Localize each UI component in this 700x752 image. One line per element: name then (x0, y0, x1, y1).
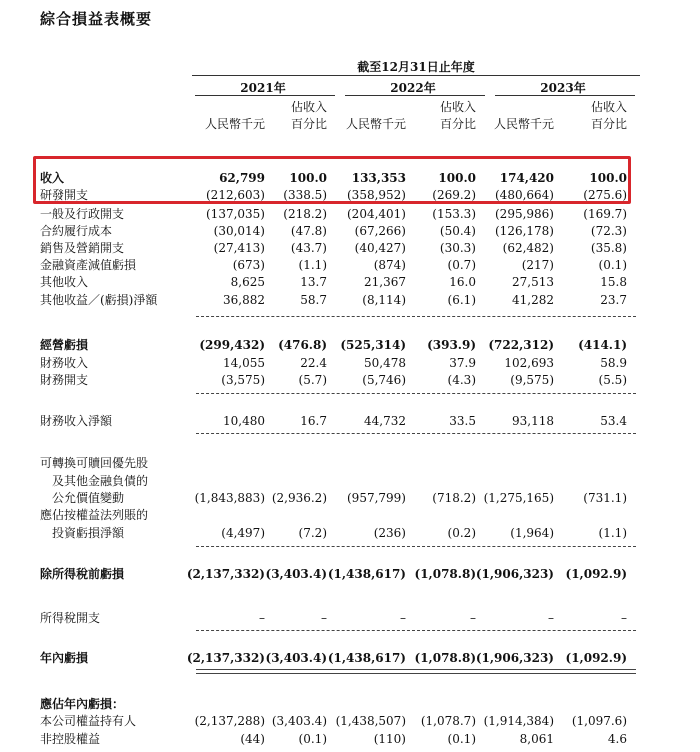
cell: (236) (373, 526, 406, 540)
cell: 100.0 (289, 171, 327, 185)
row-other-income (0, 274, 700, 291)
cell: (295,986) (495, 207, 554, 221)
cell: (44) (240, 732, 265, 746)
subtotal-rule (196, 316, 636, 317)
cell: (3,403.4) (265, 567, 327, 581)
row-other-gains (0, 292, 700, 309)
cell: (6.1) (447, 293, 476, 307)
subheader-pct-2021: 佔收入 百分比 (290, 100, 327, 131)
cell: (35.8) (590, 241, 627, 255)
row-assoc (0, 525, 700, 542)
row-label: 合約履行成本 (40, 224, 113, 238)
cell: 15.8 (600, 275, 627, 289)
row-selling (0, 240, 700, 257)
cell: – (259, 611, 265, 625)
cell: (1,078.8) (414, 651, 476, 665)
row-attrib-header (0, 696, 700, 713)
cell: 50,478 (364, 356, 406, 370)
row-fv-change (0, 490, 700, 507)
row-finance-net (0, 413, 700, 430)
cell: 133,353 (351, 171, 406, 185)
subheader-amount-2022: 人民幣千元 (345, 117, 406, 131)
cell: (1,843,883) (194, 491, 265, 505)
subheader-amount-2023: 人民幣千元 (493, 117, 554, 131)
year-2021: 2021年 (240, 81, 286, 95)
row-finance-income (0, 355, 700, 372)
cell: (718.2) (432, 491, 476, 505)
cell: (0.7) (447, 258, 476, 272)
row-label: 財務收入 (40, 356, 89, 370)
cell: (1,438,507) (335, 714, 406, 728)
cell: (43.7) (290, 241, 327, 255)
cell: (3,403.4) (265, 651, 327, 665)
cell: 22.4 (300, 356, 327, 370)
cell: 102,693 (504, 356, 554, 370)
cell: (1,906,323) (475, 567, 554, 581)
cell: 53.4 (600, 414, 627, 428)
cell: (4.3) (447, 373, 476, 387)
cell: (957,799) (347, 491, 406, 505)
cell: (525,314) (340, 338, 406, 352)
cell: (110) (373, 732, 406, 746)
cell: 58.7 (300, 293, 327, 307)
row-label: 銷售及營銷開支 (40, 241, 125, 255)
cell: 37.9 (449, 356, 476, 370)
cell: (673) (232, 258, 265, 272)
year-2023: 2023年 (540, 81, 586, 95)
cell: (731.1) (583, 491, 627, 505)
cell: 41,282 (512, 293, 554, 307)
cell: (5,746) (362, 373, 406, 387)
year-rule-2022 (345, 95, 485, 96)
row-nci (0, 731, 700, 748)
row-admin (0, 206, 700, 223)
cell: (269.2) (432, 188, 476, 202)
period-header: 截至12月31日止年度 (357, 60, 475, 74)
row-fv-label-2 (0, 473, 700, 490)
row-label: 金融資產減值虧損 (40, 258, 137, 272)
row-label: 經營虧損 (40, 338, 89, 352)
row-label: 可轉換可贖回優先股 (40, 456, 149, 470)
cell: (5.5) (598, 373, 627, 387)
cell: (1,438,617) (327, 651, 406, 665)
cell: (1,914,384) (483, 714, 554, 728)
cell: (2,137,288) (194, 714, 265, 728)
row-operating-loss (0, 337, 700, 354)
row-loss-for-year (0, 650, 700, 667)
cell: 100.0 (589, 171, 627, 185)
row-label: 所得稅開支 (40, 611, 101, 625)
row-assoc-label-1 (0, 507, 700, 524)
row-owners (0, 713, 700, 730)
cell: 16.7 (300, 414, 327, 428)
subheader-amount-2021: 人民幣千元 (204, 117, 265, 131)
row-impairment (0, 257, 700, 274)
row-label: 本公司權益持有人 (40, 714, 137, 728)
row-label: 非控股權益 (40, 732, 101, 746)
cell: 23.7 (600, 293, 627, 307)
cell: (1,275,165) (483, 491, 554, 505)
cell: (1.1) (598, 526, 627, 540)
year-2022: 2022年 (390, 81, 436, 95)
cell: (1,964) (510, 526, 554, 540)
row-label: 研發開支 (40, 188, 89, 202)
cell: (126,178) (495, 224, 554, 238)
cell: (47.8) (290, 224, 327, 238)
cell: 4.6 (607, 732, 627, 746)
subheader-pct-2022: 佔收入 百分比 (439, 100, 476, 131)
cell: 58.9 (600, 356, 627, 370)
cell: (358,952) (347, 188, 406, 202)
cell: (153.3) (432, 207, 476, 221)
cell: (62,482) (502, 241, 554, 255)
cell: 10,480 (223, 414, 265, 428)
cell: (30.3) (439, 241, 476, 255)
row-label: 應佔按權益法列賬的 (40, 508, 149, 522)
year-rule-2021 (195, 95, 335, 96)
cell: (30,014) (213, 224, 265, 238)
cell: (1.1) (298, 258, 327, 272)
cell: 16.0 (449, 275, 476, 289)
cell: 174,420 (499, 171, 554, 185)
cell: (40,427) (354, 241, 406, 255)
cell: (0.1) (298, 732, 327, 746)
cell: (204,401) (347, 207, 406, 221)
cell: (72.3) (590, 224, 627, 238)
cell: 14,055 (223, 356, 265, 370)
cell: (169.7) (583, 207, 627, 221)
cell: (1,078.8) (414, 567, 476, 581)
cell: (0.1) (598, 258, 627, 272)
cell: (27,413) (213, 241, 265, 255)
cell: (1,078.7) (420, 714, 476, 728)
highlight-box (33, 156, 631, 204)
cell: (0.2) (447, 526, 476, 540)
row-income-tax (0, 610, 700, 627)
cell: – (548, 611, 554, 625)
cell: (338.5) (283, 188, 327, 202)
cell: (8,114) (362, 293, 406, 307)
cell: (0.1) (447, 732, 476, 746)
cell: – (470, 611, 476, 625)
cell: (874) (373, 258, 406, 272)
cell: 44,732 (364, 414, 406, 428)
cell: (414.1) (578, 338, 627, 352)
subtotal-rule (196, 630, 636, 631)
cell: – (321, 611, 327, 625)
cell: (2,137,332) (186, 567, 265, 581)
cell: (218.2) (283, 207, 327, 221)
cell: (1,438,617) (327, 567, 406, 581)
cell: 8,061 (519, 732, 554, 746)
row-label: 其他收益／(虧損)淨額 (40, 293, 158, 307)
cell: 13.7 (300, 275, 327, 289)
cell: – (400, 611, 406, 625)
year-rule-2023 (495, 95, 635, 96)
cell: (5.7) (298, 373, 327, 387)
cell: (1,092.9) (565, 651, 627, 665)
row-label: 年內虧損 (40, 651, 89, 665)
cell: 93,118 (512, 414, 554, 428)
cell: (217) (521, 258, 554, 272)
row-contract (0, 223, 700, 240)
cell: (1,097.6) (571, 714, 627, 728)
row-label: 財務開支 (40, 373, 89, 387)
row-label: 及其他金融負債的 (52, 474, 149, 488)
row-label: 除所得稅前虧損 (40, 567, 125, 581)
cell: (1,092.9) (565, 567, 627, 581)
cell: 62,799 (219, 171, 265, 185)
cell: (50.4) (439, 224, 476, 238)
cell: (3,575) (221, 373, 265, 387)
cell: 27,513 (512, 275, 554, 289)
cell: (3,403.4) (271, 714, 327, 728)
row-fv-label-1 (0, 455, 700, 472)
period-rule (192, 75, 640, 76)
cell: 100.0 (438, 171, 476, 185)
cell: (722,312) (488, 338, 554, 352)
cell: 21,367 (364, 275, 406, 289)
cell: (67,266) (354, 224, 406, 238)
row-pretax-loss (0, 566, 700, 583)
cell: (299,432) (199, 338, 265, 352)
subheader-pct-2023: 佔收入 百分比 (590, 100, 627, 131)
row-label: 收入 (40, 171, 65, 185)
cell: 8,625 (230, 275, 265, 289)
cell: (275.6) (583, 188, 627, 202)
cell: (212,603) (206, 188, 265, 202)
cell: (7.2) (298, 526, 327, 540)
cell: (9,575) (510, 373, 554, 387)
row-finance-cost (0, 372, 700, 389)
row-label: 應佔年內虧損： (40, 697, 125, 711)
cell: – (621, 611, 627, 625)
total-double-rule (196, 669, 636, 674)
subtotal-rule (196, 433, 636, 434)
subtotal-rule (196, 546, 636, 547)
cell: (476.8) (278, 338, 327, 352)
cell: 33.5 (449, 414, 476, 428)
cell: (393.9) (427, 338, 476, 352)
row-label: 投資虧損淨額 (52, 526, 125, 540)
cell: 36,882 (223, 293, 265, 307)
row-label: 其他收入 (40, 275, 89, 289)
row-label: 財務收入淨額 (40, 414, 113, 428)
cell: (137,035) (206, 207, 265, 221)
page-title: 綜合損益表概要 (40, 10, 153, 28)
row-label: 公允價值變動 (52, 491, 125, 505)
cell: (2,137,332) (186, 651, 265, 665)
cell: (4,497) (221, 526, 265, 540)
cell: (1,906,323) (475, 651, 554, 665)
cell: (480,664) (495, 188, 554, 202)
row-label: 一般及行政開支 (40, 207, 125, 221)
subtotal-rule (196, 393, 636, 394)
cell: (2,936.2) (271, 491, 327, 505)
